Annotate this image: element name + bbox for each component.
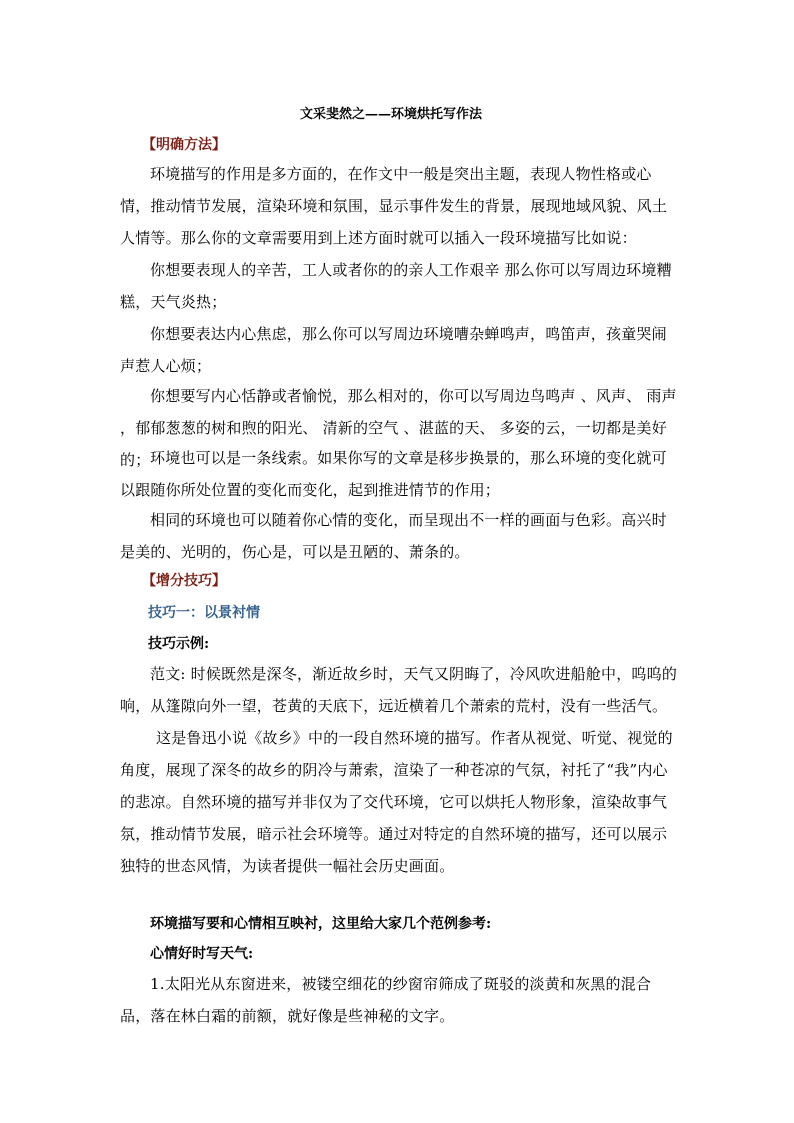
paragraph-analysis: 这是鲁迅小说《故乡》中的一段自然环境的描写。作者从视觉、听觉、视觉的角度，展现了深冬的故乡的阴冷与萧索，渲染了一种苍凉的气氛，衬托了“我”内心的悲凉。自然环境的描写并非仅为了交代环境，它可以烘托人物形象，渲染故事气氛，推动情节发展，暗示社会环境等。通过对特定的自然环境的描写，还可以展示独特的世态风情，为读者提供一幅社会历史画面。: [120, 729, 673, 875]
paragraph-mood-change: 相同的环境也可以随着你心情的变化，而呈现出不一样的画面与色彩。高兴时是美的、光明的，伤心是，可以是丑陋的、萧条的。: [120, 511, 667, 561]
paragraph-example-calm: 你想要写内心恬静或者愉悦，那么相对的，你可以写周边鸟鸣声 、风声、 雨声 ，郁郁葱葱的树和煦的阳光、 清新的空气 、湛蓝的天、 多姿的云，一切都是美好的；: [120, 387, 677, 469]
section-heading-method: 【明确方法】: [142, 137, 226, 153]
paragraph-example-anxiety: 你想要表达内心焦虑，那么你可以写周边环境嘈杂蝉鸣声，鸣笛声，孩童哭闹声惹人心烦；: [120, 325, 667, 375]
paragraph-example-one: 1.太阳光从东窗进来，被镂空细花的纱窗帘筛成了斑驳的淡黄和灰黑的混合品，落在林白霜的前额，就好像是些神秘的文字。: [120, 975, 652, 1025]
example-label: 技巧示例:: [148, 636, 210, 652]
paragraph-intro: 环境描写的作用是多方面的，在作文中一般是突出主题，表现人物性格或心情，推动情节发展，渲染环境和氛围，显示事件发生的背景，展现地域风貌、风土人情等。那么你的文章需要用到上述方面时就可以插入一段环境描写比如说：: [120, 165, 668, 247]
section-heading-skills: 【增分技巧】: [142, 573, 226, 589]
document-title: 文采斐然之——环境烘托写作法: [300, 107, 483, 122]
paragraph-clue: 环境也可以是一条线索。如果你写的文章是移步换景的，那么环境的变化就可以跟随你所处位置的变化而变化，起到推进情节的作用；: [120, 449, 667, 499]
paragraph-model-essay: 范文: 时候既然是深冬，渐近故乡时，天气又阴晦了，冷风吹进船舱中，呜呜的响，从篷隙向外一望，苍黄的天底下，远近横着几个萧索的荒村，没有一些活气。: [120, 665, 678, 715]
skill-one-heading: 技巧一：以景衬情: [148, 605, 260, 621]
examples-intro: 环境描写要和心情相互映衬，这里给大家几个范例参考:: [150, 916, 492, 932]
paragraph-example-hardship: 你想要表现人的辛苦，工人或者你的的亲人工作艰辛 那么你可以写周边环境糟糕，天气炎热；: [120, 261, 672, 311]
good-mood-label: 心情好时写天气:: [150, 946, 254, 962]
